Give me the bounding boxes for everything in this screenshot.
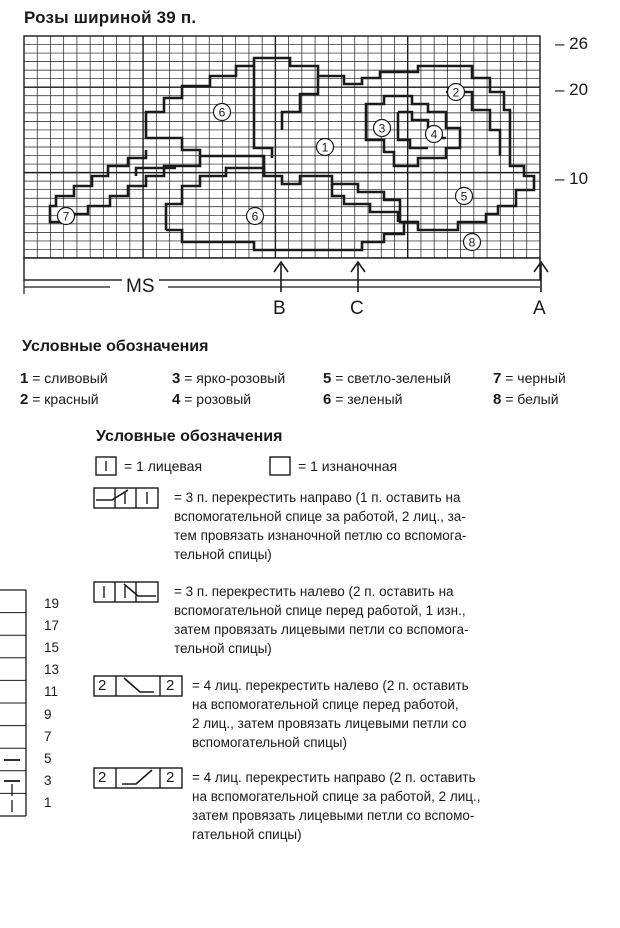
side-row-number: 9 [44, 706, 52, 722]
svg-text:8: 8 [468, 235, 476, 250]
region-marker-5 [456, 188, 473, 205]
region-marker-2 [448, 84, 465, 101]
marker-b: B [273, 298, 286, 319]
color-legend-item: 1 = сливовый [20, 370, 108, 387]
row-label-10: – 10 [555, 169, 589, 188]
marker-a: A [533, 298, 546, 319]
knit-text: = 1 лицевая [124, 458, 203, 474]
region-marker-3 [374, 120, 391, 137]
side-row-number: 1 [44, 794, 52, 810]
cross-left-3-text: = 3 п. перекрестить налево (2 п. оставить на вспомогательной спице перед работой, 1 изн., затем провязать лицевыми петли со вспомога- тельной спицы) [174, 584, 469, 656]
region-marker-8 [464, 234, 481, 251]
svg-text:6: 6 [251, 209, 259, 224]
svg-text:4: 4 [430, 127, 438, 142]
region-marker-7 [58, 208, 75, 225]
row-label-26: – 26 [555, 34, 589, 53]
box-digit: 2 [98, 677, 107, 694]
chart-grid [24, 36, 540, 258]
color-legend-heading: Условные обозначения [22, 338, 209, 355]
box-digit: 2 [166, 769, 175, 786]
side-row-number: 11 [44, 684, 59, 700]
purl-text: = 1 изнаночная [298, 458, 398, 474]
side-row-number: 15 [44, 640, 60, 656]
side-row-number: 19 [44, 596, 60, 611]
color-legend-item: 4 = розовый [172, 391, 252, 408]
color-legend-item: 6 = зеленый [323, 391, 403, 408]
svg-text:7: 7 [62, 209, 70, 224]
row-label-20: – 20 [555, 80, 589, 99]
region-marker-6 [247, 208, 264, 225]
box-digit: 2 [98, 769, 107, 786]
symbol-legend-heading: Условные обозначения [96, 428, 283, 445]
region-marker-1 [317, 139, 334, 156]
side-row-number: 5 [44, 750, 52, 766]
cross-right-3-text: = 3 п. перекрестить направо (1 п. оставить на вспомогательной спице за работой, 2 лиц., за- тем провязать изнаночной петлю со вспомога- тельной спицы) [174, 490, 467, 562]
side-chart [0, 590, 26, 816]
cross-right-4-text: = 4 лиц. перекрестить направо (2 п. оставить на вспомогательной спице за работой, 2 лиц., затем провязать лицевыми петли со вспомо- гательной спицы) [192, 770, 481, 842]
svg-text:1: 1 [321, 140, 329, 155]
color-legend-item: 7 = черный [493, 370, 566, 387]
chart-title: Розы шириной 39 п. [24, 8, 197, 27]
side-row-number: 13 [44, 662, 60, 678]
region-marker-6 [214, 104, 231, 121]
svg-text:6: 6 [218, 105, 226, 120]
color-legend-item: 5 = светло-зеленый [323, 370, 451, 387]
purl-box [270, 457, 290, 475]
color-legend-item: 3 = ярко-розовый [172, 370, 286, 387]
svg-text:3: 3 [378, 121, 386, 136]
color-legend-item: 8 = белый [493, 391, 559, 408]
side-row-number: 3 [44, 772, 52, 788]
color-legend-item: 2 = красный [20, 391, 99, 408]
cross-left-4-text: = 4 лиц. перекрестить налево (2 п. оставить на вспомогательной спице перед работой, 2 лиц., затем провязать лицевыми петли со вспомогательной спицы) [192, 678, 469, 750]
side-row-number: 7 [44, 728, 52, 744]
marker-c: C [350, 298, 364, 319]
side-row-number: 17 [44, 618, 60, 634]
region-marker-4 [426, 126, 443, 143]
svg-text:2: 2 [452, 85, 460, 100]
box-digit: 2 [166, 677, 175, 694]
ms-label: MS [122, 276, 159, 298]
ms-bar [24, 258, 540, 280]
chart-footer [24, 258, 548, 294]
svg-text:5: 5 [460, 189, 468, 204]
